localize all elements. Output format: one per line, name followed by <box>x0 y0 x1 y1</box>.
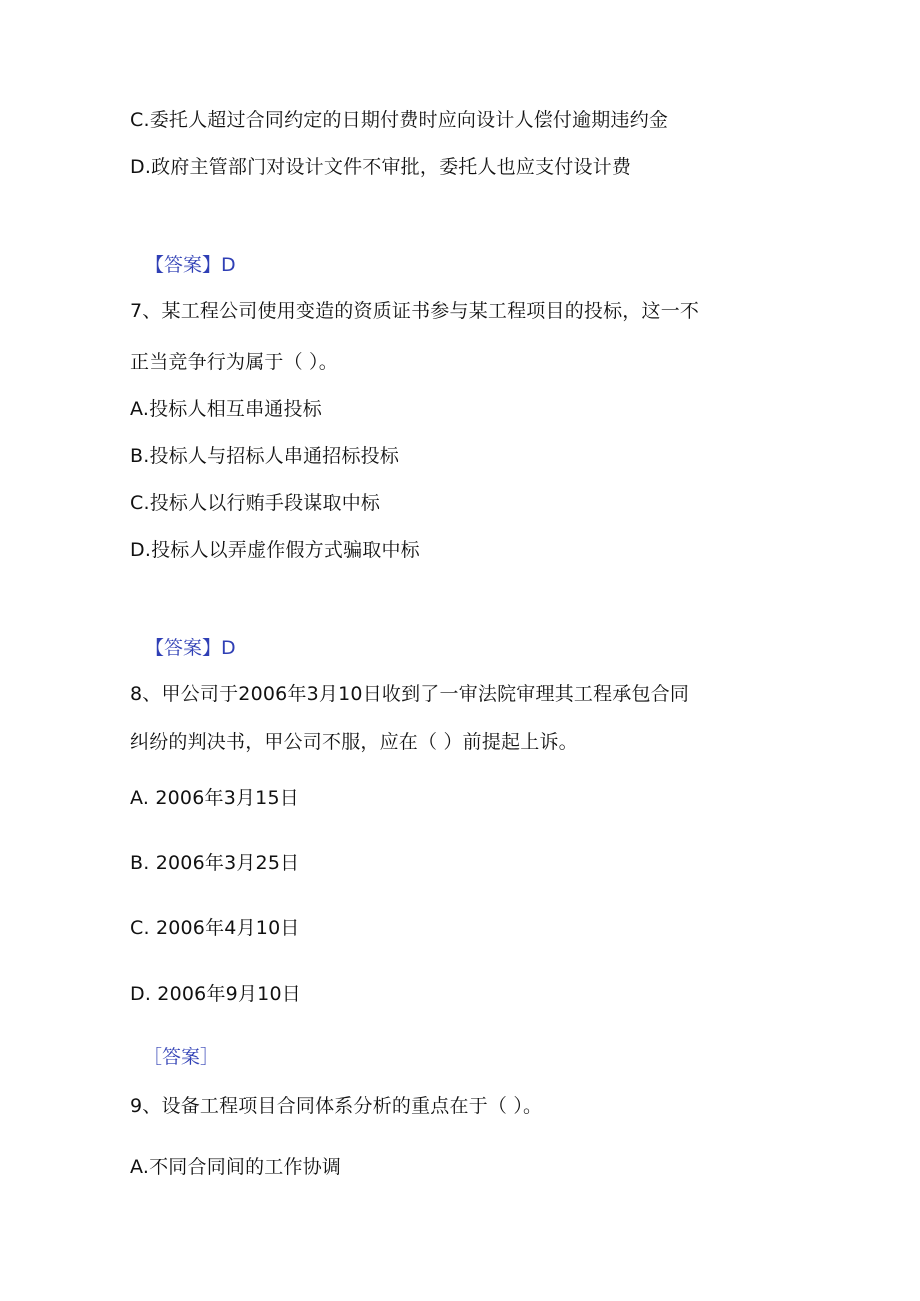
q7-option-a: A.投标人相互串通投标 <box>130 398 322 420</box>
q6-option-d: D.政府主管部门对设计文件不审批，委托人也应支付设计费 <box>130 156 632 178</box>
q7-option-b: B.投标人与招标人串通招标投标 <box>130 445 400 467</box>
q8-option-c: C. 2006年4月10日 <box>130 917 300 939</box>
q8-option-b: B. 2006年3月25日 <box>130 852 300 874</box>
q8-answer: ［答案］ <box>143 1046 220 1068</box>
q6-option-c: C.委托人超过合同约定的日期付费时应向设计人偿付逾期违约金 <box>130 109 669 131</box>
q7-answer: 【答案】D <box>145 637 236 659</box>
q8-option-a: A. 2006年3月15日 <box>130 787 299 809</box>
q8-stem-line1: 8、甲公司于2006年3月10日收到了一审法院审理其工程承包合同 <box>130 683 690 705</box>
q7-option-d: D.投标人以弄虚作假方式骗取中标 <box>130 539 420 561</box>
q8-stem-line2: 纠纷的判决书，甲公司不服，应在（ ）前提起上诉。 <box>130 731 578 753</box>
q7-stem-line1: 7、某工程公司使用变造的资质证书参与某工程项目的投标，这一不 <box>130 300 700 322</box>
q8-option-d: D. 2006年9月10日 <box>130 983 301 1005</box>
q9-option-a: A.不同合同间的工作协调 <box>130 1156 342 1178</box>
q9-stem-line1: 9、设备工程项目合同体系分析的重点在于（ ）。 <box>130 1095 543 1117</box>
q7-stem-line2: 正当竞争行为属于（ ）。 <box>130 351 338 373</box>
q7-option-c: C.投标人以行贿手段谋取中标 <box>130 492 381 514</box>
q6-answer: 【答案】D <box>145 254 236 276</box>
